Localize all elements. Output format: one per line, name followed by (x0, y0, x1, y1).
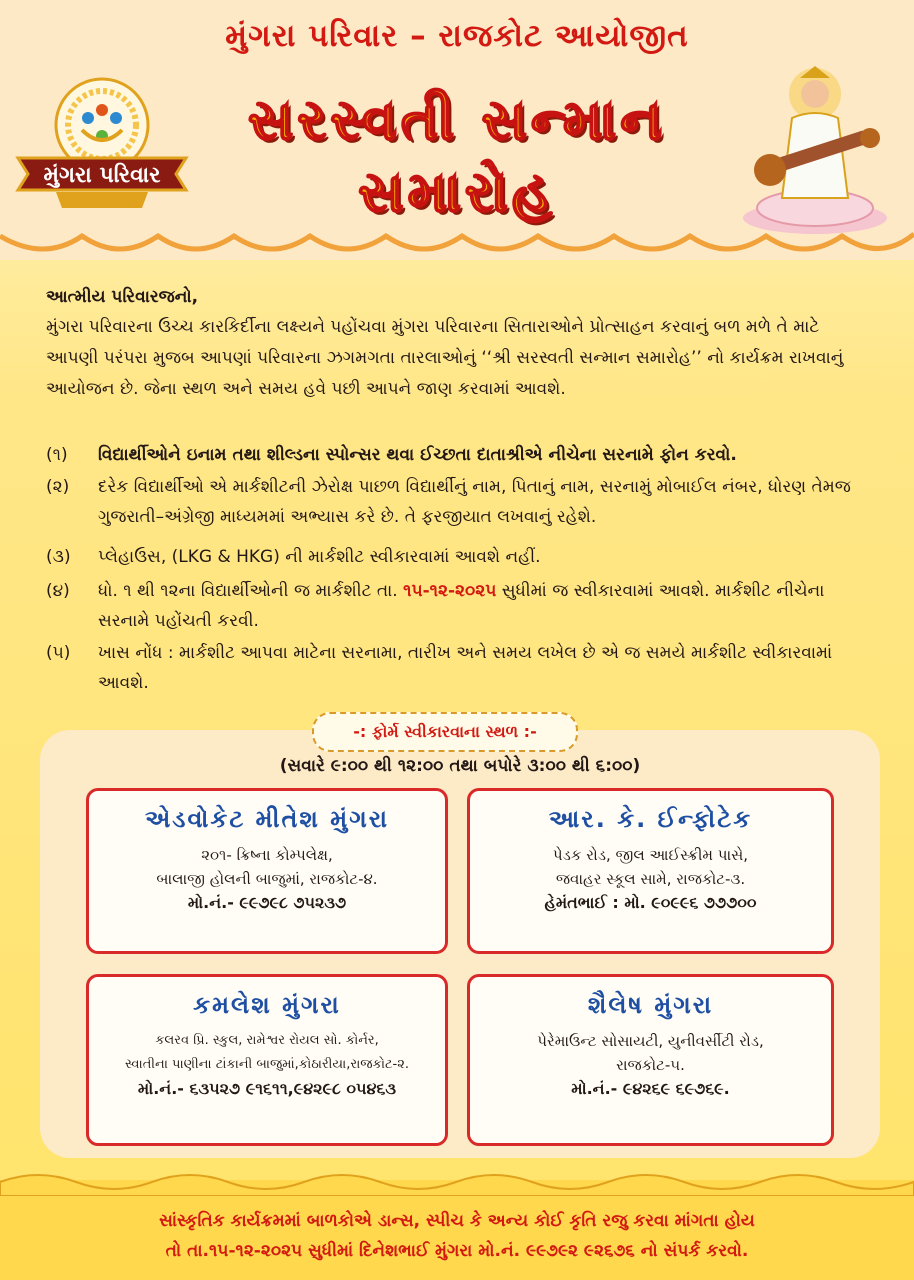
location-card (467, 788, 834, 954)
address-line: ૨૦૧- ક્રિષ્ના કોમ્પલેક્ષ, (201, 846, 333, 864)
address-line: રાજકોટ-૫. (616, 1056, 685, 1074)
item-text: ખાસ નોંધ : માર્કશીટ આપવા માટેના સરનામા, તારીખ અને સમય લખેલ છે એ જ સમયે માર્કશીટ સ્વીકારવામાં આવશે. (98, 643, 833, 693)
location-phone: મો.નં.- ૯૪૨૬૯ ૬૯૭૬૯. (571, 1079, 730, 1098)
item-number: (૫) (46, 643, 71, 663)
location-name: શૈલેષ મુંગરા (587, 991, 714, 1019)
location-phone: મો.નં.- ૯૯૭૯૮ ૭૫૨૩૭ (187, 893, 347, 912)
item-number: (૧) (46, 445, 68, 465)
item-text (98, 576, 880, 636)
mungra-parivar-logo-icon (12, 70, 192, 220)
item-text: દરેક વિદ્યાર્થીઓ એ માર્કશીટની ઝેરોક્ષ પાછળ વિદ્યાર્થીનું નામ, પિતાનું નામ, સરનામું મોબાઈલ નંબર, ધોરણ તેમજ ગુજરાતી–અંગ્રેજી માધ્યમમાં અભ્યાસ કરે છે. તે ફરજીયાત લખવાનું રહેશે. (98, 477, 851, 527)
item-number: (૪) (46, 581, 70, 601)
location-card (86, 788, 448, 954)
item-number: (૩) (46, 547, 71, 567)
item-text-part: ધો. ૧ થી ૧૨ના વિદ્યાર્થીઓની જ માર્કશીટ તા. (98, 581, 404, 601)
list-item (46, 576, 880, 636)
location-name: આર. કે. ઈન્ફોટેક (548, 805, 753, 833)
item-text-part: સુધીમાં જ સ્વીકારવામાં આવશે. માર્કશીટ નીચેના સરનામે પહોંચતી કરવી. (98, 581, 825, 631)
list-item (46, 542, 880, 572)
address-line: પેડક રોડ, જીલ આઈસ્ક્રીમ પાસે, (552, 846, 749, 864)
item-number: (૨) (46, 477, 70, 497)
footer-wave (0, 1168, 914, 1196)
address-line: પેરેમાઉન્ટ સોસાયટી, યુનીવર્સીટી રોડ, (537, 1032, 764, 1050)
svg-text:મુંગરા પરિવાર: મુંગરા પરિવાર (43, 163, 161, 188)
timing-text: (સવારે ૯:૦૦ થી ૧૨:૦૦ તથા બપોરે ૩:૦૦ થી ૬:૦૦) (279, 756, 641, 776)
event-title-line1: સરસ્વતી સન્માન (248, 88, 666, 153)
event-title-line2: સમારોહ (358, 160, 556, 225)
address-line: કલરવ પ્રિ. સ્કુલ, રામેશ્વર રોયલ સો. કોર્નર, (155, 1033, 379, 1048)
location-address (470, 1029, 831, 1077)
location-card (467, 974, 834, 1146)
footer-line: તો તા.૧૫-૧૨-૨૦૨૫ સુધીમાં દિનેશભાઈ મુંગરા મો.નં. ૯૯૭૯૨ ૯૨૬૭૬ નો સંપર્ક કરવો. (165, 1241, 749, 1261)
footer-line: સાંસ્કૃતિક કાર્યક્રમમાં બાળકોએ ડાન્સ, સ્પીચ કે અન્ય કોઈ કૃતિ રજુ કરવા માંગતા હોય (159, 1211, 755, 1231)
location-address (470, 843, 831, 891)
location-address (89, 1029, 445, 1077)
location-name: એડવોકેટ મીતેશ મુંગરા (144, 805, 390, 833)
list-item (46, 638, 880, 698)
location-name: કમલેશ મુંગરા (193, 991, 341, 1019)
deadline-date: ૧૫-૧૨-૨૦૨૫ (403, 581, 497, 601)
location-phone: મો.નં.- ૬૩૫૨૭ ૯૧૬૧૧,૯૪૨૯૮ ૦૫૪૬૩ (137, 1079, 397, 1098)
locations-heading: -: ફોર્મ સ્વીકારવાના સ્થળ :- (312, 712, 578, 752)
address-line: જવાહર સ્કૂલ સામે, રાજકોટ-૩. (555, 870, 746, 888)
saraswati-image-icon (730, 58, 900, 238)
address-line: સ્વાતીના પાણીના ટાંકાની બાજુમાં,કોઠારીયા,રાજકોટ-૨. (124, 1057, 410, 1072)
location-phone: હેમંતભાઈ : મો. ૯૦૯૯૬ ૭૭૭૦૦ (544, 893, 757, 912)
address-line: બાલાજી હોલની બાજુમાં, રાજકોટ-૪. (156, 870, 378, 888)
greeting: આત્મીય પરિવારજનો, (46, 287, 199, 307)
list-item (46, 440, 880, 470)
location-address (89, 843, 445, 891)
list-item (46, 472, 880, 532)
organizer-title: મુંગરા પરિવાર – રાજકોટ આયોજીત (225, 18, 689, 54)
item-text: પ્લેહાઉસ, (LKG & HKG) ની માર્કશીટ સ્વીકારવામાં આવશે નહીં. (98, 547, 541, 567)
intro-paragraph: મુંગરા પરિવારના ઉચ્ચ કારકિર્દીના લક્ષ્યને પહોંચવા મુંગરા પરિવારના સિતારાઓને પ્રોત્સાહન કરવાનું બળ મળે તે માટે આપણી પરંપરા મુજબ આપણાં પરિવારના ઝગમગતા તારલાઓનું ‘‘શ્રી સરસ્વતી સન્માન સમારોહ’’ નો કાર્યક્રમ રાખવાનું આયોજન છે. જેના સ્થળ અને સમય હવે પછી આપને જાણ કરવામાં આવશે. (46, 317, 844, 399)
item-text: વિદ્યાર્થીઓને ઇનામ તથા શીલ્ડના સ્પોન્સર થવા ઈચ્છતા દાતાશ્રીએ નીચેના સરનામે ફોન કરવો. (98, 445, 737, 465)
location-card (86, 974, 448, 1146)
footer-note (30, 1206, 884, 1266)
